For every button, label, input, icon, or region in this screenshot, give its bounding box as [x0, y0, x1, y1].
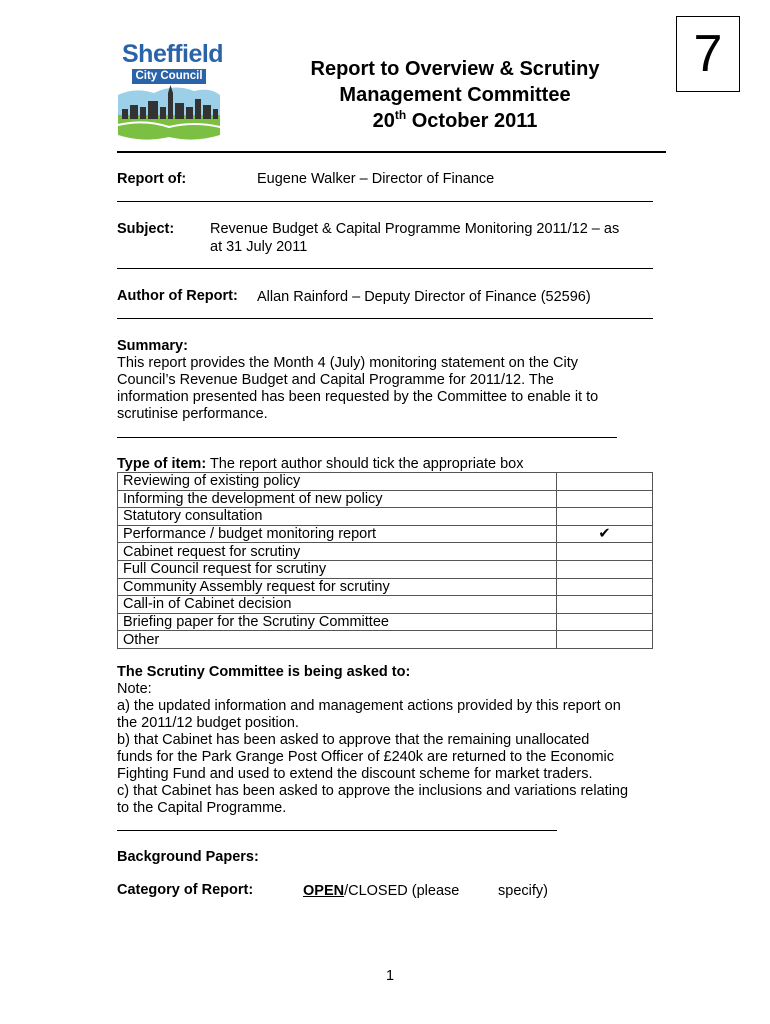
title-line2: Management Committee — [339, 84, 571, 106]
title-date-rest: October 2011 — [406, 110, 538, 132]
logo-name-line2: City Council — [132, 69, 206, 84]
table-row — [118, 508, 653, 526]
category-label: Category of Report: — [117, 882, 254, 898]
summary-line: information presented has been requested by the Committee to enable it to — [117, 389, 599, 405]
asked-line: Note: — [117, 681, 152, 697]
category-closed: /CLOSED (please — [344, 883, 460, 899]
table-row — [118, 473, 653, 491]
summary-line: This report provides the Month 4 (July) monitoring statement on the City — [117, 355, 578, 371]
divider — [117, 830, 557, 831]
summary-line: Council’s Revenue Budget and Capital Programme for 2011/12. The — [117, 372, 554, 388]
table-row — [118, 543, 653, 561]
report-title — [260, 56, 650, 134]
agenda-item-number: 7 — [676, 16, 740, 92]
table-row — [118, 596, 653, 614]
divider — [117, 318, 653, 319]
tick-box[interactable] — [557, 613, 653, 631]
item-label: Reviewing of existing policy — [118, 473, 557, 491]
city-skyline-icon — [114, 85, 224, 143]
type-of-item-table — [117, 472, 653, 649]
asked-line: funds for the Park Grange Post Officer of £240k are returned to the Economic — [117, 749, 615, 765]
tick-box[interactable] — [557, 490, 653, 508]
table-row — [118, 490, 653, 508]
type-of-item-heading: Type of item: — [117, 456, 207, 472]
tick-box[interactable] — [557, 631, 653, 649]
item-label: Other — [118, 631, 557, 649]
subject-value-line2: at 31 July 2011 — [210, 239, 308, 255]
asked-line: the 2011/12 budget position. — [117, 715, 299, 731]
title-line1: Report to Overview & Scrutiny — [310, 58, 600, 80]
tick-box[interactable] — [557, 543, 653, 561]
summary-text — [117, 355, 677, 423]
asked-line: b) that Cabinet has been asked to approve that the remaining unallocated — [117, 732, 590, 748]
summary-line: scrutinise performance. — [117, 406, 268, 422]
item-label: Performance / budget monitoring report — [118, 525, 557, 543]
item-label: Community Assembly request for scrutiny — [118, 578, 557, 596]
page-number: 1 — [385, 968, 395, 984]
divider — [117, 268, 653, 269]
asked-line: a) the updated information and management actions provided by this report on — [117, 698, 621, 714]
header-divider — [117, 151, 666, 153]
title-date — [260, 108, 650, 134]
item-label: Statutory consultation — [118, 508, 557, 526]
asked-line: Fighting Fund and used to extend the discount scheme for market traders. — [117, 766, 593, 782]
table-row — [118, 578, 653, 596]
category-value — [303, 882, 459, 900]
asked-line: to the Capital Programme. — [117, 800, 287, 816]
item-label: Call-in of Cabinet decision — [118, 596, 557, 614]
item-label: Cabinet request for scrutiny — [118, 543, 557, 561]
report-of-label: Report of: — [117, 171, 187, 187]
type-of-item-header — [117, 456, 524, 473]
item-label: Briefing paper for the Scrutiny Committee — [118, 613, 557, 631]
table-row — [118, 631, 653, 649]
author-value: Allan Rainford – Deputy Director of Finance (52596) — [257, 289, 591, 305]
tick-box[interactable] — [557, 560, 653, 578]
type-of-item-instruction: The report author should tick the appropriate box — [209, 456, 524, 472]
divider — [117, 437, 617, 438]
category-specify: specify) — [498, 883, 548, 899]
tick-box[interactable] — [557, 578, 653, 596]
title-date-day: 20 — [372, 110, 395, 132]
subject-label: Subject: — [117, 221, 175, 237]
asked-heading: The Scrutiny Committee is being asked to: — [117, 664, 411, 680]
report-of-value: Eugene Walker – Director of Finance — [257, 171, 495, 187]
category-open: OPEN — [303, 883, 345, 899]
item-label: Informing the development of new policy — [118, 490, 557, 508]
author-label: Author of Report: — [117, 288, 238, 304]
item-label: Full Council request for scrutiny — [118, 560, 557, 578]
summary-heading: Summary: — [117, 338, 188, 354]
logo-name-line1: Sheffield — [122, 40, 224, 68]
table-row — [118, 560, 653, 578]
asked-line: c) that Cabinet has been asked to approve the inclusions and variations relating — [117, 783, 629, 799]
subject-value-line1: Revenue Budget & Capital Programme Monitoring 2011/12 – as — [210, 221, 620, 237]
tick-box[interactable] — [557, 508, 653, 526]
sheffield-city-council-logo — [112, 40, 226, 144]
tick-box[interactable] — [557, 473, 653, 491]
asked-text — [117, 681, 687, 817]
table-row — [118, 613, 653, 631]
subject-value — [210, 220, 619, 256]
tick-box[interactable] — [557, 596, 653, 614]
title-date-suffix: th — [394, 108, 407, 122]
divider — [117, 201, 653, 202]
background-papers-label: Background Papers: — [117, 849, 259, 865]
table-row — [118, 525, 653, 543]
check-mark-icon[interactable]: ✔ — [557, 525, 653, 543]
